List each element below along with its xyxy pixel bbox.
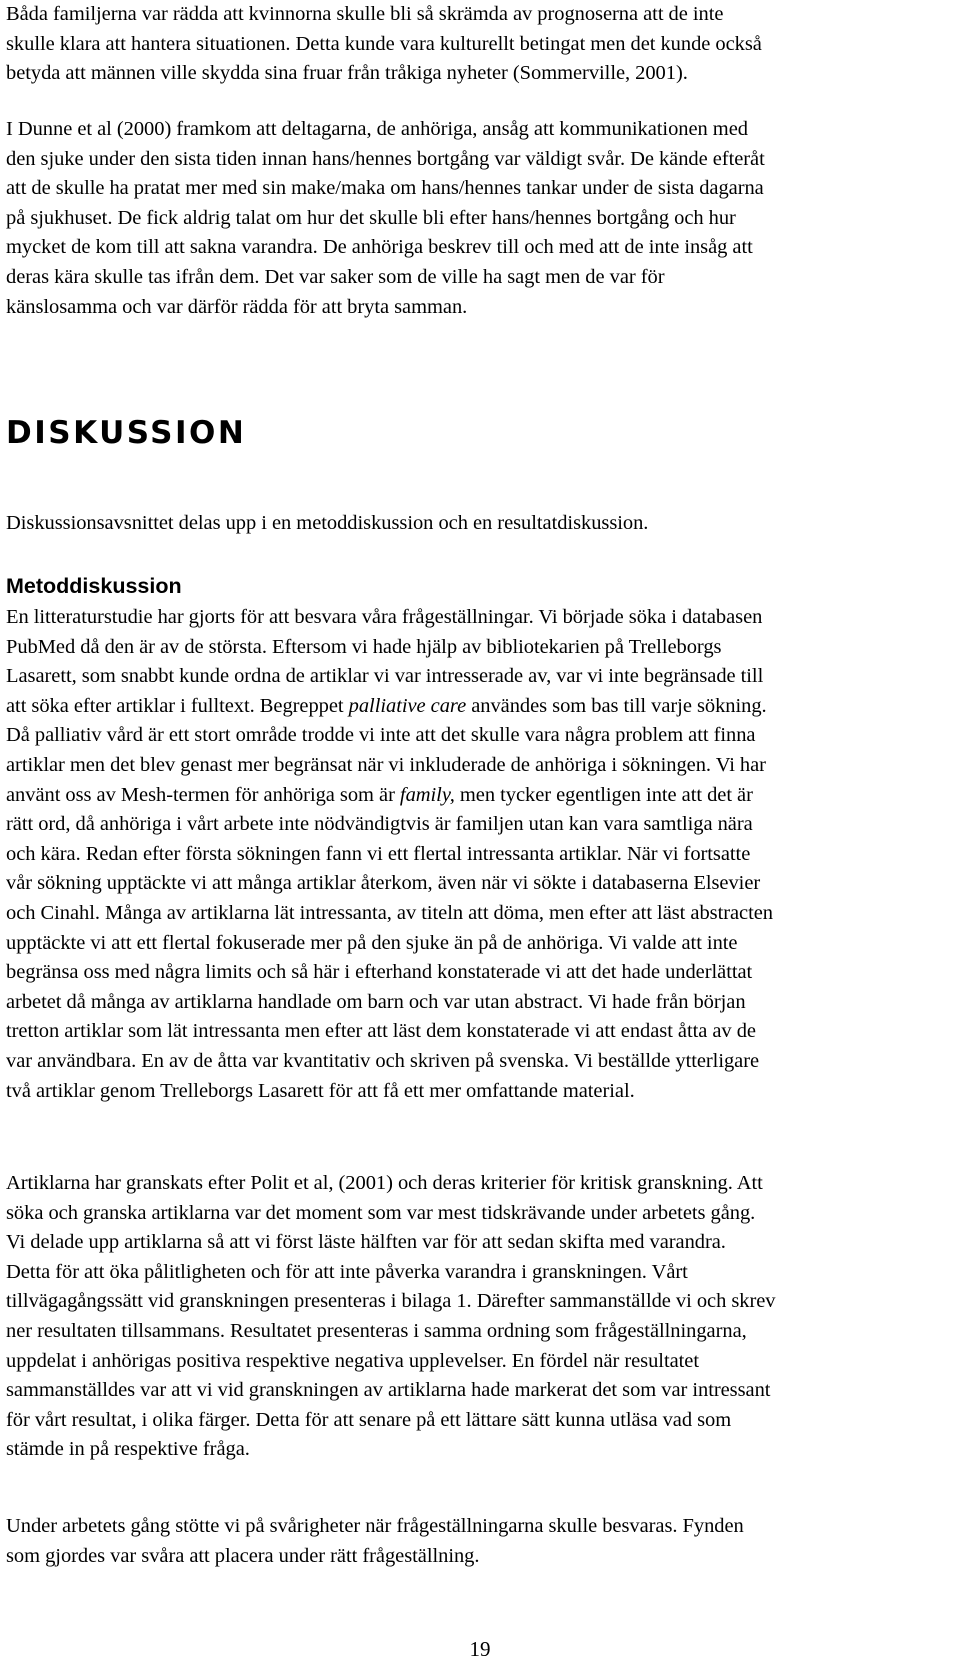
- section-heading-diskussion: DISKUSSION: [6, 415, 247, 451]
- method-text-part-3: men tycker egentligen inte att det är rätt ord, då anhöriga i vårt arbete inte nödvändigtvis är familjen utan kan vara samtliga nära och kära. Redan efter första sökningen fann vi ett flertal intressanta artiklar. När vi fortsatte vår sökning upptäckte vi att många artiklar återkom, även när vi sökte i databaserna Elsevier och Cinahl. Många av artiklarna lät intressanta, av titeln att döma, men efter att läst abstracten upptäckte vi att ett flertal fokuserade mer på den sjuke än på de anhöriga. Vi valde att inte begränsa oss med några limits och så här i efterhand konstaterade vi att det hade underlättat arbetet då många av artiklarna handlade om barn och var utan abstract. Vi hade från början tretton artiklar som lät intressanta men efter att läst dem konstaterade vi att endast åtta av de var användbara. En av de åtta var kvantitativ och skriven på svenska. Vi beställde ytterligare två artiklar genom Trelleborgs Lasarett för att få ett mer omfattande material.: [6, 783, 773, 1102]
- term-family: family,: [399, 783, 455, 806]
- method-text-part-2: användes som bas till varje sökning. Då palliativ vård är ett stort område trodde vi inte att det skulle vara några problem att finna artiklar men det blev genast mer begränsat när vi inkluderade de anhöriga i sökningen. Vi har använt oss av Mesh-termen för anhöriga som är: [6, 694, 767, 806]
- page-number: 19: [469, 1637, 491, 1661]
- paragraph-family-fears: Båda familjerna var rädda att kvinnorna skulle bli så skrämda av prognoserna att de inte skulle klara att hantera situationen. Detta kunde vara kulturellt betingat men det kunde också betyda att männen ville skydda sina fruar från tråkiga nyheter (Sommerville, 2001).: [6, 3, 762, 85]
- paragraph-article-review: Artiklarna har granskats efter Polit et al, (2001) och deras kriterier för kritisk granskning. Att söka och granska artiklarna var det moment som var mest tidskrävande under arbetets gång. Vi delade upp artiklarna så att vi först läste hälften var för att sedan skifta med varandra. Detta för att öka pålitligheten och för att inte påverka varandra i granskningen. Vårt tillvägagångssätt vid granskningen presenteras i bilaga 1. Därefter sammanställde vi och skrev ner resultaten tillsammans. Resultatet presenteras i samma ordning som frågeställningarna, uppdelat i anhörigas positiva respektive negativa upplevelser. En fördel när resultatet sammanställdes var att vi vid granskningen av artiklarna hade markerat det som var intressant för vårt resultat, i olika färger. Detta för att senare på ett lättare sätt kunna utläsa vad som stämde in på respektive fråga.: [6, 1172, 776, 1461]
- subsection-heading-metoddiskussion: Metoddiskussion: [6, 574, 182, 598]
- paragraph-discussion-intro: Diskussionsavsnittet delas upp i en metoddiskussion och en resultatdiskussion.: [6, 512, 649, 534]
- method-text-part-1: En litteraturstudie har gjorts för att besvara våra frågeställningar. Vi började söka i databasen PubMed då den är av de största. Eftersom vi hade hjälp av bibliotekarien på Trelleborgs Lasarett, som snabbt kunde ordna de artiklar vi var intresserade av, var vi inte begränsade till att söka efter artiklar i fulltext. Begreppet: [6, 606, 764, 717]
- term-palliative-care: palliative care: [348, 694, 467, 717]
- paragraph-dunne-communication: I Dunne et al (2000) framkom att deltagarna, de anhöriga, ansåg att kommunikationen med den sjuke under den sista tiden innan hans/hennes bortgång var väldigt svår. De kände efteråt att de skulle ha pratat mer med sin make/maka om hans/hennes tankar under de sista dagarna på sjukhuset. De fick aldrig talat om hur det skulle bli efter hans/hennes bortgång och hur mycket de kom till att sakna varandra. De anhöriga beskrev till och med att de inte insåg att deras kära skulle tas ifrån dem. Det var saker som de ville ha sagt men de var för känslosamma och var därför rädda för att bryta samman.: [6, 118, 765, 318]
- paragraph-method-search: [6, 603, 954, 1106]
- document-page: [6, 0, 954, 1667]
- paragraph-difficulties: Under arbetets gång stötte vi på svårigheter när frågeställningarna skulle besvaras. Fynden som gjordes var svåra att placera under rätt frågeställning.: [6, 1515, 744, 1567]
